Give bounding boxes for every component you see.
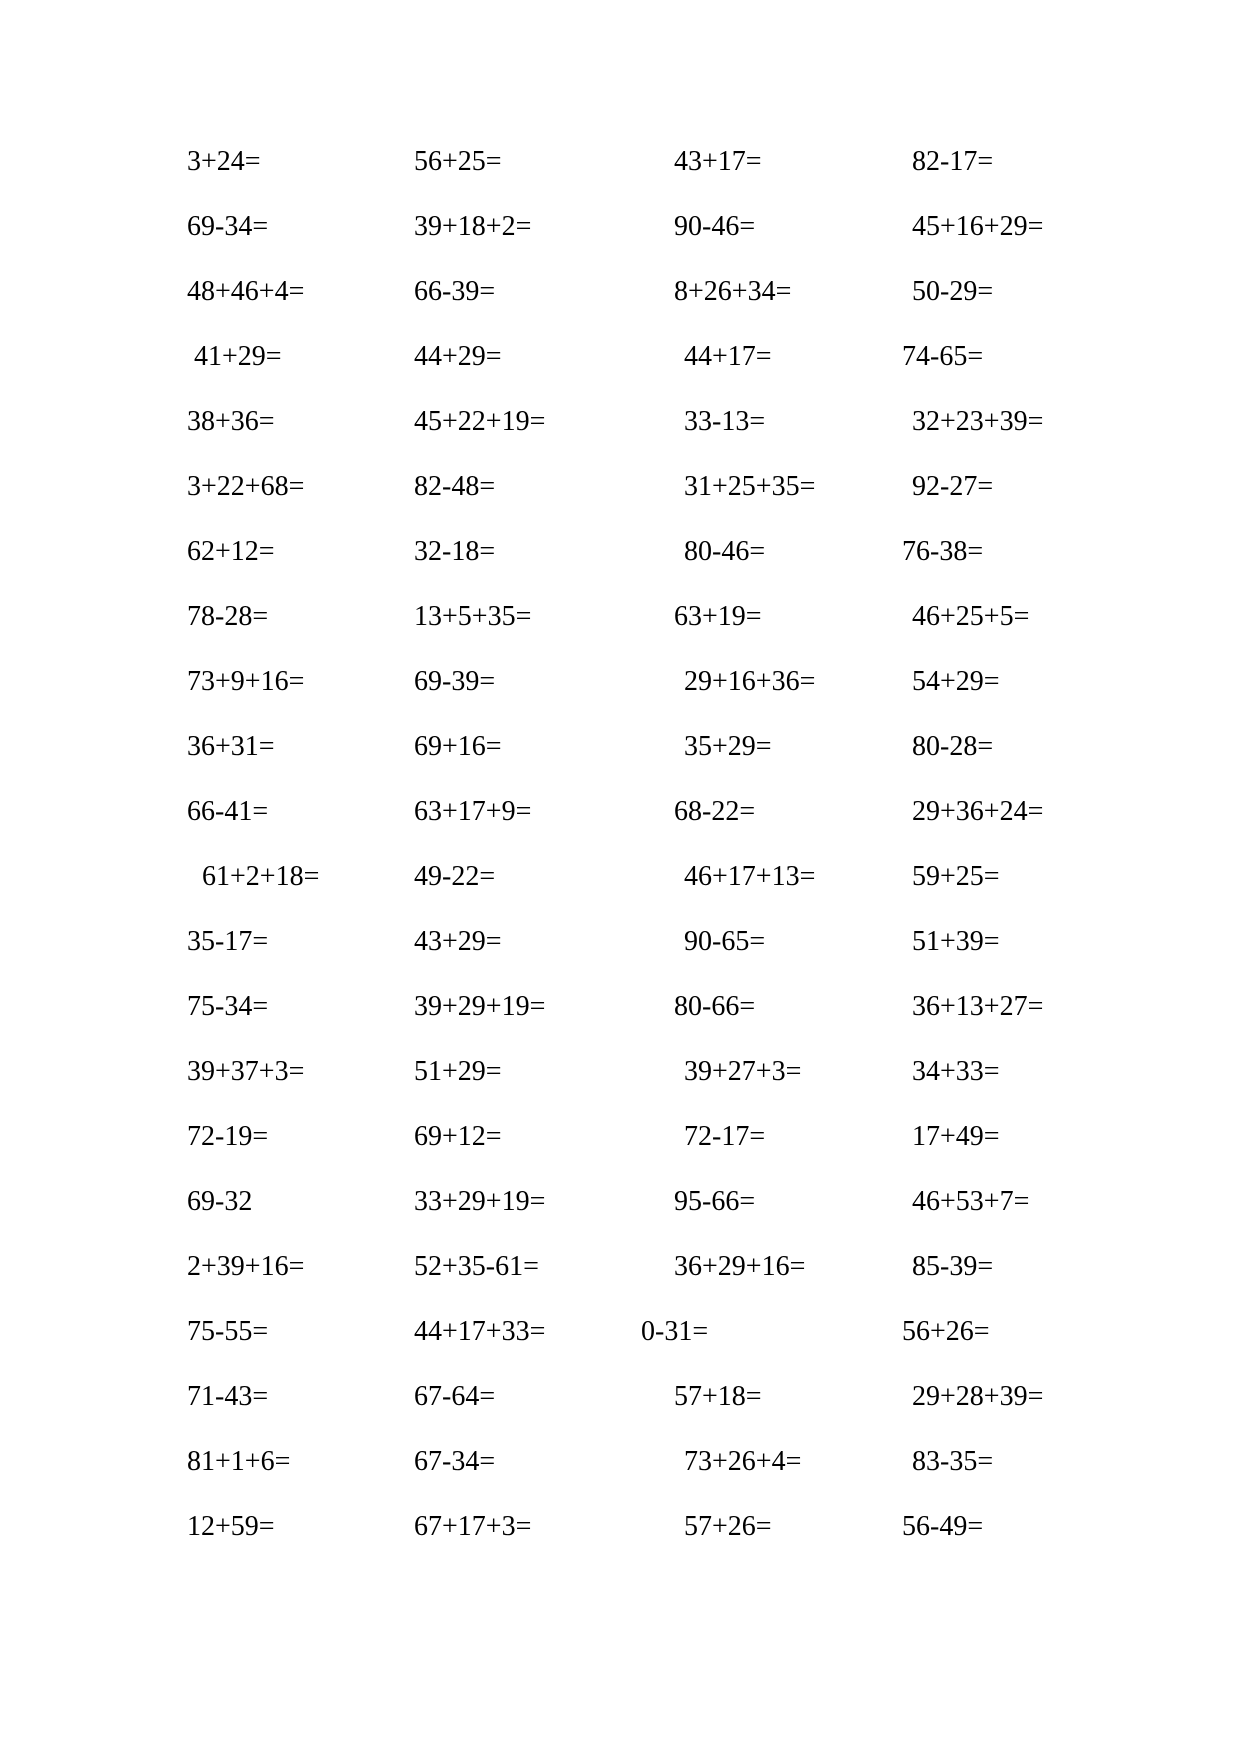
- math-problem: 8+26+34=: [674, 276, 792, 307]
- problem-row: [0, 792, 1241, 832]
- math-problem: 34+33=: [912, 1056, 1000, 1087]
- math-problem: 33+29+19=: [414, 1186, 546, 1217]
- math-problem: 3+24=: [187, 146, 261, 177]
- problem-row: [0, 1377, 1241, 1417]
- math-problem: 90-46=: [674, 211, 756, 242]
- problem-row: [0, 142, 1241, 182]
- math-problem: 45+22+19=: [414, 406, 546, 437]
- math-problem: 62+12=: [187, 536, 275, 567]
- math-problem: 69-39=: [414, 666, 496, 697]
- math-problem: 57+18=: [674, 1381, 762, 1412]
- math-problem: 61+2+18=: [202, 861, 320, 892]
- problem-row: [0, 987, 1241, 1027]
- math-problem: 41+29=: [194, 341, 282, 372]
- math-problem: 52+35-61=: [414, 1251, 539, 1282]
- math-problem: 12+59=: [187, 1511, 275, 1542]
- math-problem: 66-39=: [414, 276, 496, 307]
- math-problem: 85-39=: [912, 1251, 994, 1282]
- math-problem: 51+39=: [912, 926, 1000, 957]
- problem-row: [0, 857, 1241, 897]
- problem-row: [0, 727, 1241, 767]
- math-problem: 29+28+39=: [912, 1381, 1044, 1412]
- problem-row: [0, 337, 1241, 377]
- math-problem: 76-38=: [902, 536, 984, 567]
- math-problem: 43+29=: [414, 926, 502, 957]
- math-problem: 69+12=: [414, 1121, 502, 1152]
- problem-row: [0, 532, 1241, 572]
- math-problem: 17+49=: [912, 1121, 1000, 1152]
- math-problem: 35-17=: [187, 926, 269, 957]
- math-problem: 82-17=: [912, 146, 994, 177]
- math-problem: 31+25+35=: [684, 471, 816, 502]
- math-problem: 44+17=: [684, 341, 772, 372]
- math-problem: 73+9+16=: [187, 666, 305, 697]
- problem-row: [0, 662, 1241, 702]
- math-problem: 59+25=: [912, 861, 1000, 892]
- math-problem: 72-17=: [684, 1121, 766, 1152]
- math-problem: 56+26=: [902, 1316, 990, 1347]
- problem-row: [0, 1117, 1241, 1157]
- problem-row: [0, 1442, 1241, 1482]
- math-problem: 69-32: [187, 1186, 253, 1217]
- math-problem: 71-43=: [187, 1381, 269, 1412]
- math-problem: 67-34=: [414, 1446, 496, 1477]
- problem-row: [0, 467, 1241, 507]
- math-problem: 83-35=: [912, 1446, 994, 1477]
- math-problem: 29+16+36=: [684, 666, 816, 697]
- math-problem: 69-34=: [187, 211, 269, 242]
- math-problem: 36+31=: [187, 731, 275, 762]
- math-problem: 75-55=: [187, 1316, 269, 1347]
- problem-row: [0, 272, 1241, 312]
- math-problem: 35+29=: [684, 731, 772, 762]
- math-problem: 80-28=: [912, 731, 994, 762]
- math-problem: 29+36+24=: [912, 796, 1044, 827]
- math-problem: 45+16+29=: [912, 211, 1044, 242]
- math-problem: 56-49=: [902, 1511, 984, 1542]
- math-problem: 78-28=: [187, 601, 269, 632]
- math-problem: 39+29+19=: [414, 991, 546, 1022]
- math-problem: 80-66=: [674, 991, 756, 1022]
- math-problem: 49-22=: [414, 861, 496, 892]
- math-problem: 46+17+13=: [684, 861, 816, 892]
- problem-row: [0, 402, 1241, 442]
- math-problem: 0-31=: [641, 1316, 709, 1347]
- math-problem: 44+29=: [414, 341, 502, 372]
- math-problem: 3+22+68=: [187, 471, 305, 502]
- math-problem: 36+13+27=: [912, 991, 1044, 1022]
- math-problem: 46+53+7=: [912, 1186, 1030, 1217]
- math-problem: 39+27+3=: [684, 1056, 802, 1087]
- math-problem: 33-13=: [684, 406, 766, 437]
- math-problem: 80-46=: [684, 536, 766, 567]
- math-problem: 75-34=: [187, 991, 269, 1022]
- math-problem: 2+39+16=: [187, 1251, 305, 1282]
- math-problem: 39+37+3=: [187, 1056, 305, 1087]
- math-problem: 95-66=: [674, 1186, 756, 1217]
- math-problem: 74-65=: [902, 341, 984, 372]
- math-problem: 44+17+33=: [414, 1316, 546, 1347]
- math-problem: 92-27=: [912, 471, 994, 502]
- math-problem: 38+36=: [187, 406, 275, 437]
- math-problem: 13+5+35=: [414, 601, 532, 632]
- math-problem: 90-65=: [684, 926, 766, 957]
- problem-row: [0, 1247, 1241, 1287]
- math-problem: 68-22=: [674, 796, 756, 827]
- math-problem: 36+29+16=: [674, 1251, 806, 1282]
- math-problem: 39+18+2=: [414, 211, 532, 242]
- problem-row: [0, 922, 1241, 962]
- math-problem: 54+29=: [912, 666, 1000, 697]
- math-problem: 82-48=: [414, 471, 496, 502]
- math-problem: 46+25+5=: [912, 601, 1030, 632]
- problem-row: [0, 1312, 1241, 1352]
- math-problem: 72-19=: [187, 1121, 269, 1152]
- problem-row: [0, 1182, 1241, 1222]
- math-problem: 67+17+3=: [414, 1511, 532, 1542]
- math-problem: 63+17+9=: [414, 796, 532, 827]
- math-problem: 81+1+6=: [187, 1446, 291, 1477]
- math-problem: 43+17=: [674, 146, 762, 177]
- math-problem: 48+46+4=: [187, 276, 305, 307]
- math-problem: 32-18=: [414, 536, 496, 567]
- math-problem: 67-64=: [414, 1381, 496, 1412]
- math-problem: 56+25=: [414, 146, 502, 177]
- problem-row: [0, 207, 1241, 247]
- math-problem: 66-41=: [187, 796, 269, 827]
- problem-row: [0, 1052, 1241, 1092]
- math-problem: 69+16=: [414, 731, 502, 762]
- problem-row: [0, 597, 1241, 637]
- math-problem: 50-29=: [912, 276, 994, 307]
- math-problem: 32+23+39=: [912, 406, 1044, 437]
- math-problem: 57+26=: [684, 1511, 772, 1542]
- math-problem: 73+26+4=: [684, 1446, 802, 1477]
- math-problem: 51+29=: [414, 1056, 502, 1087]
- problem-row: [0, 1507, 1241, 1547]
- math-problem: 63+19=: [674, 601, 762, 632]
